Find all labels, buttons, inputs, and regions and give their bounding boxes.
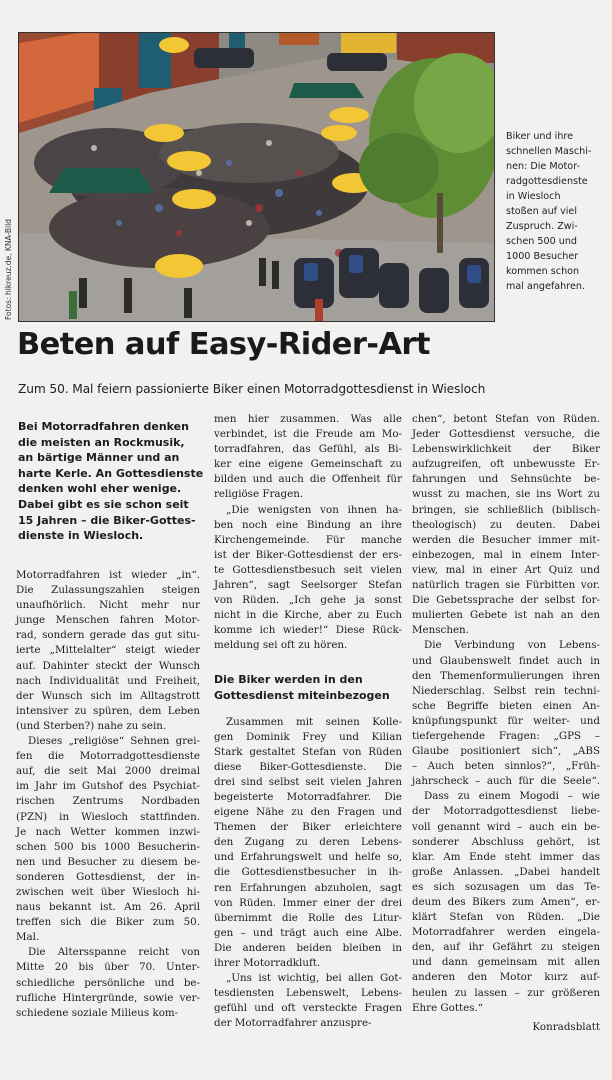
text-line: rufliche Hintergründe, sowie ver- xyxy=(16,991,200,1004)
caption-line: mal angefahren. xyxy=(506,281,585,292)
text-line: torradfahren, das Gefühl, als Bi- xyxy=(214,443,402,456)
article-column-3 xyxy=(412,412,600,1035)
text-line: men hier zusammen. Was alle xyxy=(214,413,402,425)
text-line: und Erfahrungswelt und helfe so, xyxy=(214,851,402,864)
caption-line: schen 500 und xyxy=(506,236,577,247)
photo-credit: Fotos: hlkreuz.de, KNA-Bild xyxy=(4,219,13,320)
green-tent xyxy=(49,168,154,193)
text-line: schen 500 bis 1000 Besucherin- xyxy=(16,840,200,853)
text-line: ierte „Mittelalter“ steigt wieder xyxy=(16,644,200,657)
text-line: Die Gebetssprache der selbst for- xyxy=(412,594,600,607)
subheadline: Zum 50. Mal feiern passionierte Biker einen Motorradgottesdienst in Wiesloch xyxy=(18,382,486,396)
text-line: auf. Dahinter steckt der Wunsch xyxy=(16,659,200,672)
text-line: Die Altersspanne reicht von xyxy=(28,946,200,959)
text-line: meldung sei oft zu hören. xyxy=(214,639,348,652)
text-line: eigene Nähe zu den Fragen und xyxy=(214,806,402,819)
text-line: deum des Bikers zum Amen“, er- xyxy=(412,896,600,908)
text-line: Stark gestaltet Stefan von Rüden xyxy=(214,745,402,758)
column-2-text-part-2 xyxy=(214,715,402,1032)
column-2-text-part-1 xyxy=(214,412,402,654)
text-line: (und Sterben?) nahe zu sein. xyxy=(16,719,167,732)
text-line: Lebenswirklichkeit der Biker xyxy=(412,443,600,456)
text-line: klärt Stefan von Rüden. „Die xyxy=(412,911,600,924)
text-line: religiöse Fragen. xyxy=(214,488,304,501)
caption-line: schnellen Maschi- xyxy=(506,146,592,157)
text-line: jahrscheck – auch für die Seele“. xyxy=(412,775,600,788)
text-line: diese Biker-Gottesdienste. Die xyxy=(214,760,402,773)
text-line: Menschen. xyxy=(412,624,469,637)
lead-line: denken wohl eher wenige. xyxy=(18,482,182,496)
text-line: Glaube positioniert sich“, „ABS xyxy=(412,745,600,758)
lead-line: Bei Motorradfahren denken xyxy=(18,420,189,433)
text-line: Motorradfahrer werden eingela- xyxy=(412,926,600,939)
text-line: verbindet, ist die Freude am Mo- xyxy=(214,428,402,441)
text-line: schiedene soziale Milieus kom- xyxy=(16,1006,179,1019)
lead-line: harte Kerle. An Gottesdienste xyxy=(18,466,204,480)
text-line: knüpfungspunkt für weiter- und xyxy=(412,714,600,727)
caption-line: Zuspruch. Zwi- xyxy=(506,221,578,232)
text-line: gen Dominik Frey und Kilian xyxy=(214,730,402,743)
text-line: anderen den Motor kurz auf- xyxy=(412,971,600,984)
text-line: den, auf ihr Gefährt zu steigen xyxy=(412,941,600,954)
text-line: fahrungen und Sehnsüchte be- xyxy=(412,473,600,486)
text-line: nicht in die Kirche, aber zu Euch xyxy=(214,609,402,622)
text-line: klar. Am Ende steht immer das xyxy=(412,850,600,863)
lead-line: die meisten an Rockmusik, xyxy=(18,435,185,449)
text-line: nen und Besucher zu diesem be- xyxy=(16,855,200,868)
text-line: aufzugreifen, oft unbewusste Er- xyxy=(412,458,600,471)
text-line: nach Individualität und Freiheit, xyxy=(16,674,200,687)
text-line: Die Zulassungszahlen steigen xyxy=(16,584,200,597)
text-line: voll genannt wird – auch ein be- xyxy=(412,820,600,833)
text-line: Niederschlag. Selbst rein techni- xyxy=(412,684,600,697)
text-line: Mal. xyxy=(16,931,40,944)
caption-line: nen: Die Motor- xyxy=(506,161,580,172)
text-line: chen“, betont Stefan von Rüden. xyxy=(412,413,600,425)
text-line: werden die Besucher immer mit- xyxy=(412,533,600,546)
text-line: mulierten Gebete ist nah an den xyxy=(412,609,600,622)
text-line: – Auch beten sinnlos?“, „Früh- xyxy=(412,760,600,773)
caption-line: Biker und ihre xyxy=(506,131,574,142)
text-line: im Jahr im Gutshof des Psychiat- xyxy=(16,780,200,793)
text-line: heulen zu lassen – zur größeren xyxy=(412,986,600,999)
intertitle xyxy=(214,672,402,704)
text-line: Zusammen mit seinen Kolle- xyxy=(226,715,402,728)
text-line: Themen der Biker erleichtere xyxy=(214,821,402,834)
text-line: unaufhörlich. Nicht mehr nur xyxy=(16,599,200,612)
text-line: und dann gemeinsam mit allen xyxy=(412,956,600,969)
text-line: junge Menschen fahren Motor- xyxy=(16,614,200,627)
text-line: Kirchengemeinde. Für manche xyxy=(214,533,402,546)
caption-line: kommen schon xyxy=(506,266,580,277)
caption-line: in Wiesloch xyxy=(506,191,561,202)
text-line: ren Erfahrungen abzuholen, sagt xyxy=(214,881,402,894)
text-line: Motorradfahren ist wieder „in“. xyxy=(16,569,200,581)
text-line: komme ich wieder!“ Diese Rück- xyxy=(214,624,402,637)
headline: Beten auf Easy-Rider-Art xyxy=(17,327,430,362)
text-line: sonderen Gottesdienst, der in- xyxy=(16,870,200,883)
article-column-1 xyxy=(16,568,200,1021)
intertitle-line: Gottesdienst miteinbezogen xyxy=(214,688,390,702)
text-line: bringen, sie schließlich (biblisch- xyxy=(412,503,600,516)
text-line: der Motorradgottesdienst liebe- xyxy=(412,805,600,818)
text-line: schiedliche persönliche und be- xyxy=(16,976,200,989)
text-line: einbezogen, mal in einem Inter- xyxy=(412,548,600,561)
text-line: ihrer Motorradkluft. xyxy=(214,957,321,969)
text-line: begeisterte Motorradfahrer. Die xyxy=(214,790,402,803)
text-line: gen – und trägt auch eine Albe. xyxy=(214,926,402,939)
text-line: große Anlassen. „Dabei handelt xyxy=(412,865,600,878)
text-line: den Zugang zu deren Lebens- xyxy=(214,836,402,849)
text-line: tesdiensten Lebenswelt, Lebens- xyxy=(214,987,402,1000)
text-line: Die anderen beiden bleiben in xyxy=(214,941,402,954)
text-line: von Rüden. Immer einer der drei xyxy=(214,896,402,909)
text-line: fen die Motorradgottesdienste xyxy=(16,750,200,763)
text-line: der Motorradfahrer anzuspre- xyxy=(214,1017,372,1030)
text-line: view, mal in einer Art Quiz und xyxy=(412,563,600,576)
caption-line: stoßen auf viel xyxy=(506,206,578,217)
text-line: Jahren“, sagt Seelsorger Stefan xyxy=(214,579,402,592)
text-line: wusst zu machen, sie ins Wort zu xyxy=(412,488,600,501)
text-line: theologisch) zu deuten. Dabei xyxy=(412,518,600,531)
column-3-text xyxy=(412,412,600,1016)
lead-line: Dabei gibt es sie schon seit xyxy=(18,497,189,511)
text-line: den Themenformulierungen ihren xyxy=(412,669,600,682)
text-line: auf, die seit Mai 2000 dreimal xyxy=(16,765,200,778)
intertitle-line: Die Biker werden in den xyxy=(214,672,363,686)
text-line: te Gottesdienstbesuch seit vielen xyxy=(214,563,402,576)
text-line: Ehre Gottes.“ xyxy=(412,1001,484,1014)
text-line: treffen sich die Biker zum 50. xyxy=(16,916,200,929)
text-line: „Die wenigsten von ihnen ha- xyxy=(226,503,402,516)
text-line: naus bekannt ist. Am 26. April xyxy=(16,901,200,914)
text-line: rad, sondern gerade das gut situ- xyxy=(16,629,200,642)
text-line: es sich sozusagen um das Te- xyxy=(412,880,600,893)
text-line: drei sind selbst seit vielen Jahren xyxy=(214,775,402,788)
text-line: „Uns ist wichtig, bei allen Got- xyxy=(226,972,402,985)
text-line: ben noch eine Bindung an ihre xyxy=(214,518,402,531)
lead-line: an bärtige Männer und an xyxy=(18,451,180,465)
text-line: ker eine eigene Gemeinschaft zu xyxy=(214,458,402,471)
text-line: Dieses „religiöse“ Sehnen grei- xyxy=(28,735,200,748)
text-line: von Rüden. „Ich gehe ja sonst xyxy=(214,594,402,607)
biker-gathering-photo xyxy=(19,33,494,321)
text-line: natürlich tragen sie Fürbitten vor. xyxy=(412,579,600,592)
text-line: zwischen weit über Wiesloch hi- xyxy=(16,885,200,898)
text-line: die Gottesdienstbesucher in ih- xyxy=(214,866,402,879)
text-line: tiefergehende Fragen: „GPS – xyxy=(412,729,600,742)
text-line: Je nach Wetter kommen inzwi- xyxy=(16,825,200,838)
text-line: Jeder Gottesdienst versuche, die xyxy=(412,428,600,441)
text-line: gefühl und oft versteckte Fragen xyxy=(214,1002,402,1015)
article-photo xyxy=(18,32,495,322)
caption-line: radgottesdienste xyxy=(506,176,588,187)
lead-paragraph xyxy=(18,419,208,544)
text-line: (PZN) in Wiesloch stattfinden. xyxy=(16,810,200,823)
text-line: bilden und auch die Offenheit für xyxy=(214,473,402,486)
yellow-container xyxy=(341,33,396,53)
text-line: Dass zu einem Mogodi – wie xyxy=(424,790,600,803)
photo-caption xyxy=(506,129,610,294)
text-line: ist der Biker-Gottesdienst der ers- xyxy=(214,548,402,561)
article-column-2 xyxy=(214,412,402,1031)
source-attribution: Konradsblatt xyxy=(532,1020,600,1033)
text-line: Mitte 20 bis über 70. Unter- xyxy=(16,961,200,974)
text-line: sonderer Abschluss gehört, ist xyxy=(412,835,600,848)
text-line: sche Begriffe bieten einen An- xyxy=(412,699,600,712)
lead-line: dienste in Wiesloch. xyxy=(18,529,144,543)
text-line: rischen Zentrums Nordbaden xyxy=(16,795,200,808)
text-line: Die Verbindung von Lebens- xyxy=(424,639,600,652)
text-line: übernimmt die Rolle des Litur- xyxy=(214,911,402,924)
lead-line: 15 Jahren – die Biker-Gottes- xyxy=(18,513,196,527)
text-line: der Wunsch sich im Alltagstrott xyxy=(16,689,200,702)
text-line: intensiver zu spüren, dem Leben xyxy=(16,704,200,717)
text-line: und Glaubenswelt findet auch in xyxy=(412,654,600,667)
caption-line: 1000 Besucher xyxy=(506,251,579,262)
